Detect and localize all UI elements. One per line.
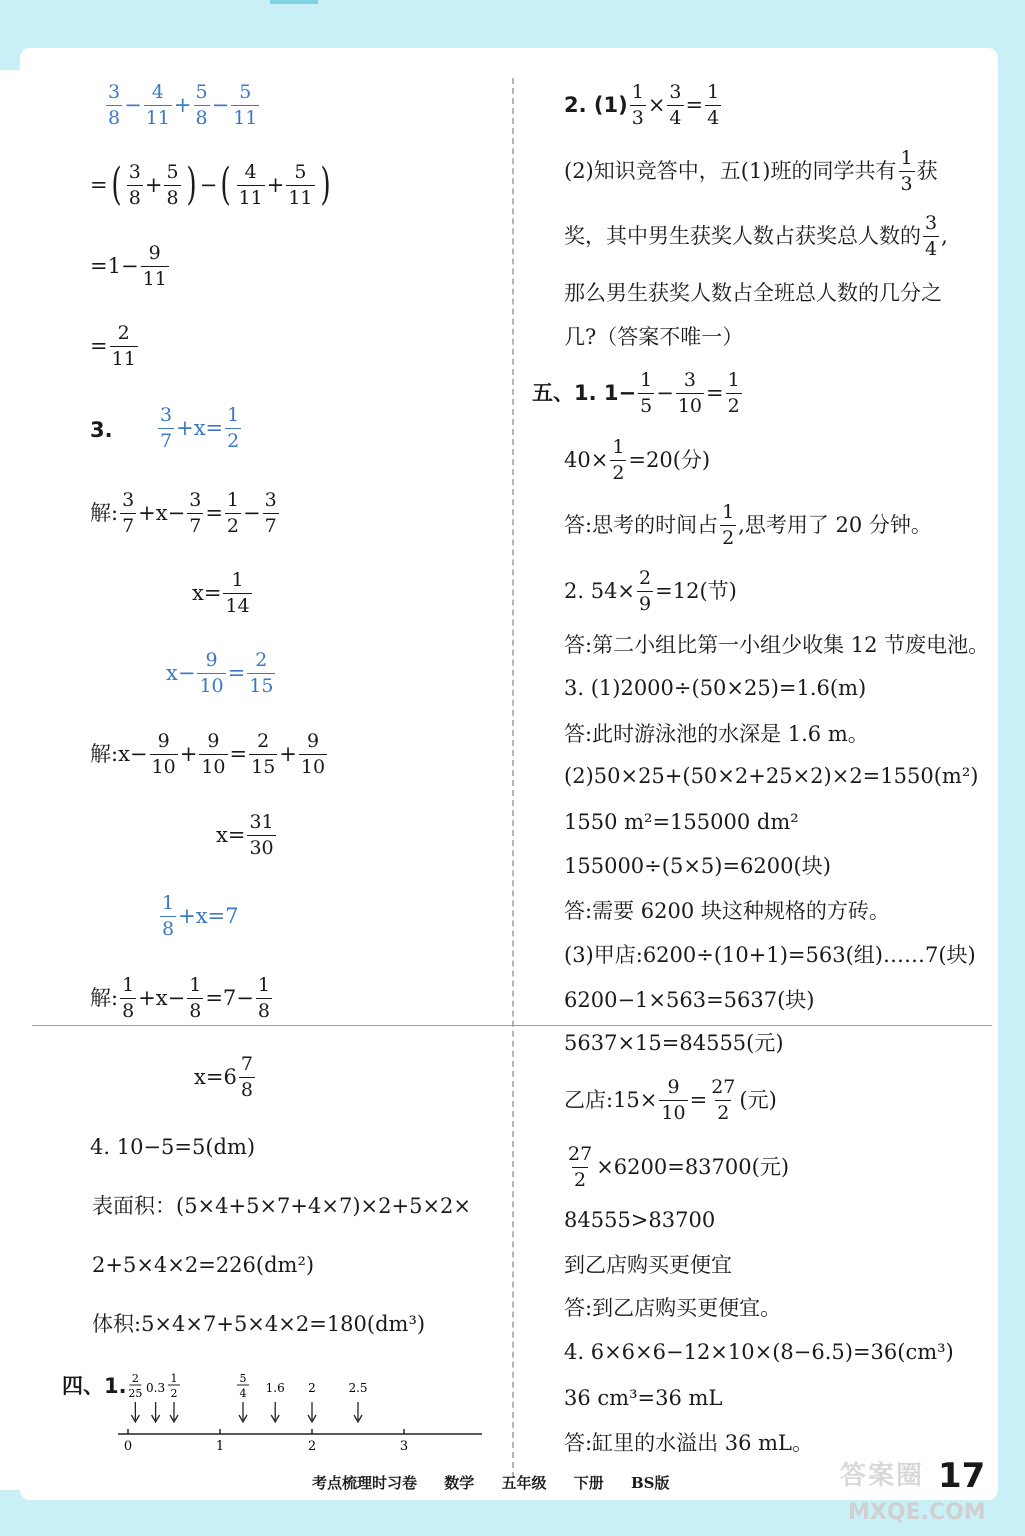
- section-5-q3-line-6: 答:需要 6200 块这种规格的方砖。: [564, 899, 890, 923]
- question-2-part-2-line-2: 奖，其中男生获奖人数占获奖总人数的 $\frac{3}{4}$ ,: [564, 212, 948, 260]
- expr-line-3: =1− $\frac{9}{11}$: [90, 242, 167, 290]
- number-line-mark-numerator: 5: [239, 1372, 247, 1385]
- section-5-q3-line-7: (3)甲店:6200÷(10+1)=563(组)……7(块): [564, 943, 976, 967]
- section-5-q2-answer: 答:第二小组比第一小组少收集 12 节废电池。: [564, 633, 990, 657]
- column-divider: [512, 78, 514, 1478]
- watermark-url: MXQE.COM: [848, 1500, 986, 1525]
- solution-3c-step-2: x=6 $\frac{7}{8}$: [194, 1053, 253, 1101]
- section-5-q1: 五、1. 1− $\frac{1}{5}$ − $\frac{3}{10}$ = $\frac{1}{2}$: [532, 369, 740, 417]
- solution-3a-step-1: 解: $\frac{3}{7}$ +x− $\frac{3}{7}$ = $\frac{1}{2}$ − $\frac{3}{7}$: [90, 489, 277, 537]
- question-2-part-2-line-3: 那么男生获奖人数占全班总人数的几分之: [564, 281, 942, 305]
- question-4-line-3: 2+5×4×2=226(dm²): [92, 1253, 315, 1277]
- footer-grade: 五年级: [501, 1474, 547, 1492]
- number-line-mark-label: 2.5: [348, 1381, 368, 1395]
- section-5-q4-line-2: 36 cm³=36 mL: [564, 1386, 723, 1410]
- section-5-q3-line-2: 答:此时游泳池的水深是 1.6 m。: [564, 722, 869, 746]
- section-5-q3-line-4: 1550 m²=155000 dm²: [564, 810, 799, 834]
- number-line-mark-label: 2: [308, 1381, 316, 1395]
- solution-3b-step-2: x= $\frac{31}{30}$: [216, 811, 274, 859]
- top-mark: [270, 0, 318, 4]
- number-line-mark-label: 0.3: [146, 1381, 166, 1395]
- number-line-mark-numerator: 1: [170, 1372, 178, 1385]
- question-2-part-1: 2. (1) $\frac{1}{3}$ × $\frac{3}{4}$ = $\frac{1}{4}$: [564, 81, 720, 129]
- section-5-q1-calc: 40× $\frac{1}{2}$ =20(分): [564, 436, 711, 484]
- section-5-q3-line-13: 到乙店购买更便宜: [564, 1253, 732, 1277]
- section-5-q1-answer: 答:思考的时间占 $\frac{1}{2}$ ,思考用了 20 分钟。: [564, 501, 932, 549]
- number-line-tick-label: 3: [399, 1439, 409, 1454]
- expr-line-2: = ( $\frac{3}{8}$ + $\frac{5}{8}$ ) − ( $\frac{4}{11}$ + $\frac{5}{11}$ ): [90, 159, 331, 211]
- equation-3a: $\frac{3}{7}$ +x= $\frac{1}{2}$: [160, 404, 240, 452]
- number-line-tick-label: 1: [215, 1439, 225, 1454]
- section-5-q3-line-3: (2)50×25+(50×2+25×2)×2=1550(m²): [564, 764, 979, 788]
- footer-edition: BS版: [631, 1474, 670, 1492]
- expr-line-4: = $\frac{2}{11}$: [90, 322, 136, 370]
- question-2-part-2-line-4: 几?（答案不唯一）: [564, 325, 744, 349]
- page-number: 17: [938, 1456, 986, 1496]
- number-line-tick-label: 2: [307, 1439, 317, 1454]
- section-5-q3-line-8: 6200−1×563=5637(块): [564, 988, 815, 1012]
- section-5-q3-line-10: 乙店:15× $\frac{9}{10}$ = $\frac{27}{2}$ (元): [564, 1076, 777, 1124]
- section-5-q3-line-9: 5637×15=84555(元): [564, 1031, 784, 1055]
- expr-line-1: $\frac{3}{8}$ − $\frac{4}{11}$ + $\frac{5}{8}$ − $\frac{5}{11}$: [108, 81, 258, 129]
- number-line-mark-denominator: 25: [128, 1387, 143, 1400]
- section-5-q3-line-14: 答:到乙店购买更便宜。: [564, 1296, 782, 1320]
- section-5-q4-line-3: 答:缸里的水溢出 36 mL。: [564, 1431, 814, 1455]
- section-5-q2: 2. 54× $\frac{2}{9}$ =12(节): [564, 567, 737, 615]
- equation-3b: x− $\frac{9}{10}$ = $\frac{2}{15}$: [166, 649, 274, 697]
- question-4-line-2: 表面积：(5×4+5×7+4×7)×2+5×2×: [92, 1194, 471, 1218]
- question-3-label: 3.: [90, 418, 113, 442]
- watermark-logo: 答案圈: [840, 1461, 925, 1491]
- fold-line: [32, 1025, 992, 1026]
- section-4-label: 四、1.: [62, 1374, 127, 1398]
- number-line-mark-label: 1.6: [265, 1381, 285, 1395]
- footer-book: 考点梳理时习卷: [312, 1474, 418, 1492]
- section-5-q3-line-1: 3. (1)2000÷(50×25)=1.6(m): [564, 676, 867, 700]
- number-line-tick-label: 0: [123, 1439, 133, 1454]
- number-line-mark-denominator: 4: [239, 1387, 247, 1400]
- section-5-q3-line-11: $\frac{27}{2}$ ×6200=83700(元): [568, 1143, 790, 1191]
- question-2-part-2-line-1: (2)知识竞答中，五(1)班的同学共有 $\frac{1}{3}$ 获: [564, 147, 938, 195]
- footer-subject: 数学: [444, 1474, 475, 1492]
- solution-3c-step-1: 解: $\frac{1}{8}$ +x− $\frac{1}{8}$ =7− $\frac{1}{8}$: [90, 974, 270, 1022]
- equation-3c: $\frac{1}{8}$ +x=7: [162, 892, 239, 940]
- number-line-mark-denominator: 2: [170, 1387, 178, 1400]
- footer: [312, 1472, 692, 1493]
- number-line: [110, 1368, 490, 1464]
- section-5-q3-line-12: 84555>83700: [564, 1208, 716, 1232]
- section-5-q4-line-1: 4. 6×6×6−12×10×(8−6.5)=36(cm³): [564, 1340, 954, 1364]
- question-4-line-4: 体积:5×4×7+5×4×2=180(dm³): [92, 1312, 426, 1336]
- solution-3b-step-1: 解:x− $\frac{9}{10}$ + $\frac{9}{10}$ = $\frac{2}{15}$ + $\frac{9}{10}$: [90, 730, 326, 778]
- solution-3a-step-2: x= $\frac{1}{14}$: [192, 569, 250, 617]
- number-line-mark-numerator: 2: [131, 1372, 139, 1385]
- section-5-q3-line-5: 155000÷(5×5)=6200(块): [564, 854, 831, 878]
- question-4-line-1: 4. 10−5=5(dm): [90, 1135, 256, 1159]
- footer-volume: 下册: [573, 1474, 604, 1492]
